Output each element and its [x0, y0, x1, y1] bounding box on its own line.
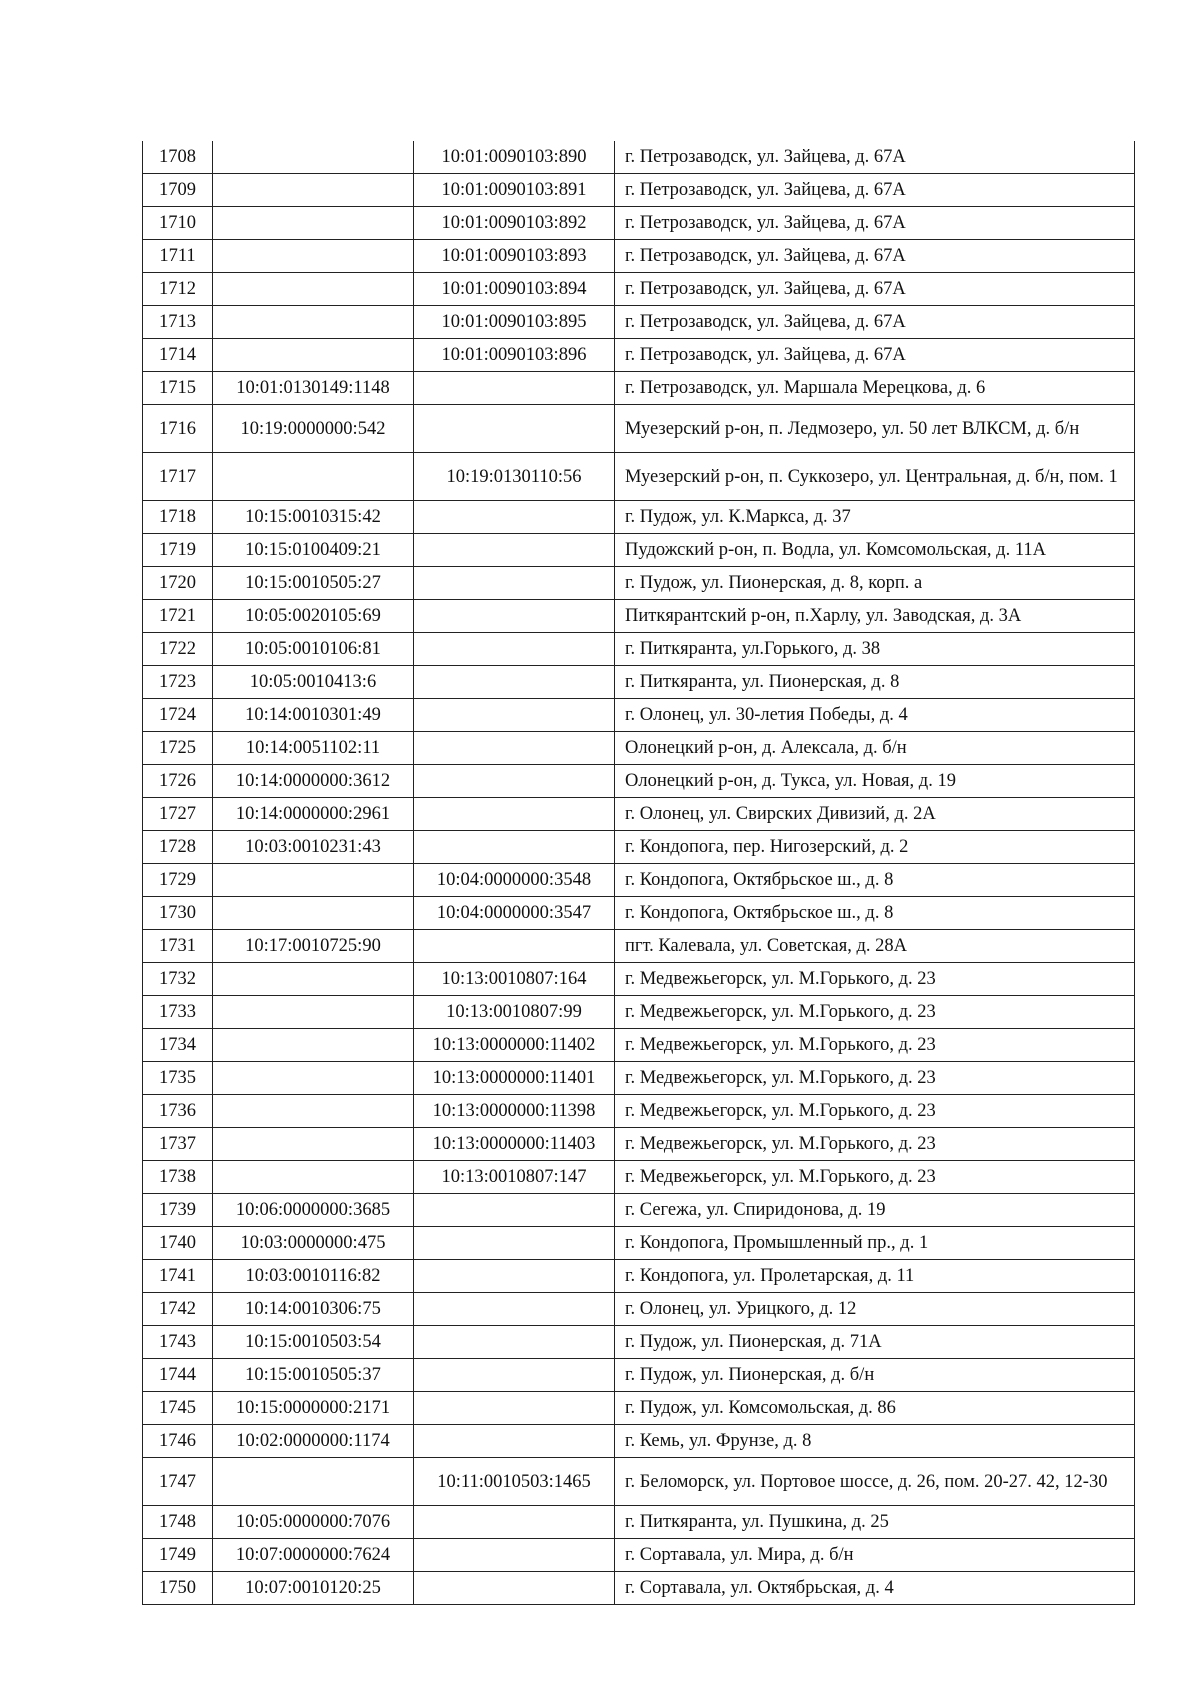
- table-row: [143, 633, 1135, 666]
- address-cell: г. Медвежьегорск, ул. М.Горького, д. 23: [615, 996, 1135, 1029]
- address-cell: г. Пудож, ул. Пионерская, д. б/н: [615, 1359, 1135, 1392]
- address-cell: г. Медвежьегорск, ул. М.Горького, д. 23: [615, 1062, 1135, 1095]
- row-number-cell: 1741: [143, 1260, 213, 1293]
- row-number-cell: 1711: [143, 240, 213, 273]
- building-cadastral-number-cell: [414, 930, 615, 963]
- row-number-cell: 1732: [143, 963, 213, 996]
- table-row: [143, 1293, 1135, 1326]
- row-number-cell: 1710: [143, 207, 213, 240]
- address-cell: г. Пудож, ул. Пионерская, д. 71А: [615, 1326, 1135, 1359]
- row-number-cell: 1724: [143, 699, 213, 732]
- row-number-cell: 1745: [143, 1392, 213, 1425]
- building-cadastral-number-cell: [414, 633, 615, 666]
- land-cadastral-number-cell: 10:14:0010306:75: [213, 1293, 414, 1326]
- address-cell: г. Пудож, ул. Комсомольская, д. 86: [615, 1392, 1135, 1425]
- building-cadastral-number-cell: [414, 1227, 615, 1260]
- address-cell: г. Кондопога, Промышленный пр., д. 1: [615, 1227, 1135, 1260]
- address-cell: г. Кондопога, пер. Нигозерский, д. 2: [615, 831, 1135, 864]
- land-cadastral-number-cell: 10:15:0000000:2171: [213, 1392, 414, 1425]
- row-number-cell: 1749: [143, 1539, 213, 1572]
- table-row: [143, 1392, 1135, 1425]
- land-cadastral-number-cell: [213, 141, 414, 174]
- address-cell: г. Олонец, ул. 30-летия Победы, д. 4: [615, 699, 1135, 732]
- building-cadastral-number-cell: 10:01:0090103:892: [414, 207, 615, 240]
- land-cadastral-number-cell: 10:15:0010505:37: [213, 1359, 414, 1392]
- land-cadastral-number-cell: 10:14:0000000:3612: [213, 765, 414, 798]
- land-cadastral-number-cell: [213, 207, 414, 240]
- building-cadastral-number-cell: [414, 798, 615, 831]
- table-row: [143, 501, 1135, 534]
- address-cell: г. Петрозаводск, ул. Зайцева, д. 67А: [615, 306, 1135, 339]
- land-cadastral-number-cell: [213, 963, 414, 996]
- address-cell: г. Олонец, ул. Свирских Дивизий, д. 2А: [615, 798, 1135, 831]
- land-cadastral-number-cell: [213, 1062, 414, 1095]
- land-cadastral-number-cell: 10:03:0000000:475: [213, 1227, 414, 1260]
- building-cadastral-number-cell: [414, 1194, 615, 1227]
- table-row: [143, 1029, 1135, 1062]
- land-cadastral-number-cell: 10:15:0010503:54: [213, 1326, 414, 1359]
- land-cadastral-number-cell: 10:05:0000000:7076: [213, 1506, 414, 1539]
- row-number-cell: 1713: [143, 306, 213, 339]
- building-cadastral-number-cell: 10:13:0010807:99: [414, 996, 615, 1029]
- building-cadastral-number-cell: 10:13:0010807:147: [414, 1161, 615, 1194]
- table-row: [143, 897, 1135, 930]
- land-cadastral-number-cell: [213, 1029, 414, 1062]
- building-cadastral-number-cell: 10:04:0000000:3547: [414, 897, 615, 930]
- row-number-cell: 1723: [143, 666, 213, 699]
- address-cell: г. Медвежьегорск, ул. М.Горького, д. 23: [615, 1161, 1135, 1194]
- table-row: [143, 1260, 1135, 1293]
- row-number-cell: 1736: [143, 1095, 213, 1128]
- row-number-cell: 1740: [143, 1227, 213, 1260]
- row-number-cell: 1738: [143, 1161, 213, 1194]
- row-number-cell: 1717: [143, 453, 213, 501]
- row-number-cell: 1729: [143, 864, 213, 897]
- table-row: [143, 666, 1135, 699]
- table-row: [143, 930, 1135, 963]
- row-number-cell: 1739: [143, 1194, 213, 1227]
- building-cadastral-number-cell: 10:13:0010807:164: [414, 963, 615, 996]
- address-cell: г. Медвежьегорск, ул. М.Горького, д. 23: [615, 1095, 1135, 1128]
- land-cadastral-number-cell: [213, 996, 414, 1029]
- row-number-cell: 1746: [143, 1425, 213, 1458]
- row-number-cell: 1719: [143, 534, 213, 567]
- address-cell: Пудожский р-он, п. Водла, ул. Комсомольская, д. 11А: [615, 534, 1135, 567]
- building-cadastral-number-cell: [414, 1293, 615, 1326]
- building-cadastral-number-cell: [414, 1326, 615, 1359]
- address-cell: г. Петрозаводск, ул. Зайцева, д. 67А: [615, 273, 1135, 306]
- row-number-cell: 1743: [143, 1326, 213, 1359]
- address-cell: Олонецкий р-он, д. Тукса, ул. Новая, д. 19: [615, 765, 1135, 798]
- table-row: [143, 174, 1135, 207]
- row-number-cell: 1747: [143, 1458, 213, 1506]
- building-cadastral-number-cell: 10:01:0090103:891: [414, 174, 615, 207]
- address-cell: г. Петрозаводск, ул. Маршала Мерецкова, д. 6: [615, 372, 1135, 405]
- land-cadastral-number-cell: [213, 1128, 414, 1161]
- land-cadastral-number-cell: [213, 273, 414, 306]
- land-cadastral-number-cell: 10:15:0010315:42: [213, 501, 414, 534]
- row-number-cell: 1708: [143, 141, 213, 174]
- row-number-cell: 1733: [143, 996, 213, 1029]
- table-row: [143, 765, 1135, 798]
- address-cell: г. Медвежьегорск, ул. М.Горького, д. 23: [615, 1029, 1135, 1062]
- address-cell: г. Медвежьегорск, ул. М.Горького, д. 23: [615, 963, 1135, 996]
- row-number-cell: 1726: [143, 765, 213, 798]
- row-number-cell: 1709: [143, 174, 213, 207]
- building-cadastral-number-cell: [414, 1392, 615, 1425]
- building-cadastral-number-cell: 10:01:0090103:894: [414, 273, 615, 306]
- land-cadastral-number-cell: 10:14:0051102:11: [213, 732, 414, 765]
- address-cell: г. Кондопога, Октябрьское ш., д. 8: [615, 897, 1135, 930]
- row-number-cell: 1712: [143, 273, 213, 306]
- table-row: [143, 1458, 1135, 1506]
- building-cadastral-number-cell: 10:13:0000000:11398: [414, 1095, 615, 1128]
- table-row: [143, 1572, 1135, 1605]
- land-cadastral-number-cell: 10:05:0010413:6: [213, 666, 414, 699]
- table-row: [143, 141, 1135, 174]
- address-cell: г. Сортавала, ул. Октябрьская, д. 4: [615, 1572, 1135, 1605]
- building-cadastral-number-cell: [414, 1506, 615, 1539]
- land-cadastral-number-cell: 10:03:0010231:43: [213, 831, 414, 864]
- table-row: [143, 1161, 1135, 1194]
- table-row: [143, 1062, 1135, 1095]
- land-cadastral-number-cell: 10:15:0100409:21: [213, 534, 414, 567]
- building-cadastral-number-cell: 10:01:0090103:890: [414, 141, 615, 174]
- land-cadastral-number-cell: 10:07:0000000:7624: [213, 1539, 414, 1572]
- land-cadastral-number-cell: 10:15:0010505:27: [213, 567, 414, 600]
- table-row: [143, 1227, 1135, 1260]
- land-cadastral-number-cell: [213, 1161, 414, 1194]
- building-cadastral-number-cell: [414, 372, 615, 405]
- row-number-cell: 1744: [143, 1359, 213, 1392]
- row-number-cell: 1748: [143, 1506, 213, 1539]
- building-cadastral-number-cell: [414, 831, 615, 864]
- address-cell: Олонецкий р-он, д. Алексала, д. б/н: [615, 732, 1135, 765]
- building-cadastral-number-cell: [414, 567, 615, 600]
- land-cadastral-number-cell: [213, 1095, 414, 1128]
- building-cadastral-number-cell: [414, 1260, 615, 1293]
- building-cadastral-number-cell: [414, 405, 615, 453]
- table-row: [143, 1539, 1135, 1572]
- building-cadastral-number-cell: [414, 666, 615, 699]
- land-cadastral-number-cell: 10:06:0000000:3685: [213, 1194, 414, 1227]
- address-cell: г. Медвежьегорск, ул. М.Горького, д. 23: [615, 1128, 1135, 1161]
- table-row: [143, 963, 1135, 996]
- address-cell: г. Петрозаводск, ул. Зайцева, д. 67А: [615, 207, 1135, 240]
- table-row: [143, 864, 1135, 897]
- row-number-cell: 1750: [143, 1572, 213, 1605]
- row-number-cell: 1727: [143, 798, 213, 831]
- property-registry-table: [142, 141, 1135, 1605]
- table-row: [143, 1326, 1135, 1359]
- building-cadastral-number-cell: 10:01:0090103:895: [414, 306, 615, 339]
- land-cadastral-number-cell: 10:01:0130149:1148: [213, 372, 414, 405]
- table-row: [143, 273, 1135, 306]
- table-row: [143, 534, 1135, 567]
- table-row: [143, 831, 1135, 864]
- address-cell: г. Кондопога, Октябрьское ш., д. 8: [615, 864, 1135, 897]
- address-cell: г. Кондопога, ул. Пролетарская, д. 11: [615, 1260, 1135, 1293]
- address-cell: г. Петрозаводск, ул. Зайцева, д. 67А: [615, 141, 1135, 174]
- land-cadastral-number-cell: [213, 174, 414, 207]
- table-row: [143, 1425, 1135, 1458]
- table-row: [143, 1194, 1135, 1227]
- building-cadastral-number-cell: [414, 600, 615, 633]
- table-row: [143, 996, 1135, 1029]
- row-number-cell: 1720: [143, 567, 213, 600]
- address-cell: пгт. Калевала, ул. Советская, д. 28А: [615, 930, 1135, 963]
- land-cadastral-number-cell: [213, 240, 414, 273]
- address-cell: г. Питкяранта, ул. Пионерская, д. 8: [615, 666, 1135, 699]
- building-cadastral-number-cell: [414, 1359, 615, 1392]
- row-number-cell: 1734: [143, 1029, 213, 1062]
- address-cell: г. Питкяранта, ул.Горького, д. 38: [615, 633, 1135, 666]
- land-cadastral-number-cell: [213, 306, 414, 339]
- table-row: [143, 798, 1135, 831]
- address-cell: г. Питкяранта, ул. Пушкина, д. 25: [615, 1506, 1135, 1539]
- table-row: [143, 1359, 1135, 1392]
- building-cadastral-number-cell: 10:01:0090103:896: [414, 339, 615, 372]
- address-cell: г. Петрозаводск, ул. Зайцева, д. 67А: [615, 339, 1135, 372]
- row-number-cell: 1715: [143, 372, 213, 405]
- row-number-cell: 1722: [143, 633, 213, 666]
- table-row: [143, 567, 1135, 600]
- address-cell: Муезерский р-он, п. Суккозеро, ул. Центральная, д. б/н, пом. 1: [615, 453, 1135, 501]
- table-row: [143, 453, 1135, 501]
- land-cadastral-number-cell: 10:05:0020105:69: [213, 600, 414, 633]
- address-cell: Муезерский р-он, п. Ледмозеро, ул. 50 лет ВЛКСМ, д. б/н: [615, 405, 1135, 453]
- address-cell: г. Сортавала, ул. Мира, д. б/н: [615, 1539, 1135, 1572]
- row-number-cell: 1731: [143, 930, 213, 963]
- building-cadastral-number-cell: [414, 501, 615, 534]
- address-cell: г. Олонец, ул. Урицкого, д. 12: [615, 1293, 1135, 1326]
- land-cadastral-number-cell: 10:02:0000000:1174: [213, 1425, 414, 1458]
- address-cell: г. Кемь, ул. Фрунзе, д. 8: [615, 1425, 1135, 1458]
- row-number-cell: 1716: [143, 405, 213, 453]
- row-number-cell: 1742: [143, 1293, 213, 1326]
- row-number-cell: 1714: [143, 339, 213, 372]
- building-cadastral-number-cell: [414, 765, 615, 798]
- row-number-cell: 1725: [143, 732, 213, 765]
- address-cell: г. Пудож, ул. К.Маркса, д. 37: [615, 501, 1135, 534]
- building-cadastral-number-cell: 10:04:0000000:3548: [414, 864, 615, 897]
- table-row: [143, 405, 1135, 453]
- row-number-cell: 1737: [143, 1128, 213, 1161]
- table-row: [143, 372, 1135, 405]
- land-cadastral-number-cell: [213, 453, 414, 501]
- address-cell: г. Сегежа, ул. Спиридонова, д. 19: [615, 1194, 1135, 1227]
- building-cadastral-number-cell: [414, 732, 615, 765]
- building-cadastral-number-cell: [414, 1572, 615, 1605]
- building-cadastral-number-cell: 10:19:0130110:56: [414, 453, 615, 501]
- registry-table-body: [143, 141, 1135, 1605]
- address-cell: г. Петрозаводск, ул. Зайцева, д. 67А: [615, 174, 1135, 207]
- land-cadastral-number-cell: 10:14:0000000:2961: [213, 798, 414, 831]
- table-row: [143, 306, 1135, 339]
- row-number-cell: 1730: [143, 897, 213, 930]
- row-number-cell: 1721: [143, 600, 213, 633]
- table-row: [143, 732, 1135, 765]
- land-cadastral-number-cell: [213, 897, 414, 930]
- land-cadastral-number-cell: 10:14:0010301:49: [213, 699, 414, 732]
- table-row: [143, 1128, 1135, 1161]
- table-row: [143, 699, 1135, 732]
- row-number-cell: 1735: [143, 1062, 213, 1095]
- land-cadastral-number-cell: 10:07:0010120:25: [213, 1572, 414, 1605]
- row-number-cell: 1728: [143, 831, 213, 864]
- table-row: [143, 339, 1135, 372]
- address-cell: г. Петрозаводск, ул. Зайцева, д. 67А: [615, 240, 1135, 273]
- address-cell: г. Пудож, ул. Пионерская, д. 8, корп. а: [615, 567, 1135, 600]
- table-row: [143, 600, 1135, 633]
- land-cadastral-number-cell: 10:17:0010725:90: [213, 930, 414, 963]
- land-cadastral-number-cell: 10:03:0010116:82: [213, 1260, 414, 1293]
- land-cadastral-number-cell: [213, 1458, 414, 1506]
- address-cell: Питкярантский р-он, п.Харлу, ул. Заводская, д. 3А: [615, 600, 1135, 633]
- row-number-cell: 1718: [143, 501, 213, 534]
- building-cadastral-number-cell: [414, 1539, 615, 1572]
- table-row: [143, 240, 1135, 273]
- building-cadastral-number-cell: 10:13:0000000:11401: [414, 1062, 615, 1095]
- building-cadastral-number-cell: [414, 534, 615, 567]
- building-cadastral-number-cell: 10:01:0090103:893: [414, 240, 615, 273]
- table-row: [143, 207, 1135, 240]
- building-cadastral-number-cell: [414, 699, 615, 732]
- table-row: [143, 1506, 1135, 1539]
- land-cadastral-number-cell: [213, 339, 414, 372]
- address-cell: г. Беломорск, ул. Портовое шоссе, д. 26, пом. 20-27. 42, 12-30: [615, 1458, 1135, 1506]
- table-row: [143, 1095, 1135, 1128]
- building-cadastral-number-cell: 10:11:0010503:1465: [414, 1458, 615, 1506]
- building-cadastral-number-cell: 10:13:0000000:11402: [414, 1029, 615, 1062]
- land-cadastral-number-cell: 10:05:0010106:81: [213, 633, 414, 666]
- building-cadastral-number-cell: [414, 1425, 615, 1458]
- land-cadastral-number-cell: [213, 864, 414, 897]
- land-cadastral-number-cell: 10:19:0000000:542: [213, 405, 414, 453]
- building-cadastral-number-cell: 10:13:0000000:11403: [414, 1128, 615, 1161]
